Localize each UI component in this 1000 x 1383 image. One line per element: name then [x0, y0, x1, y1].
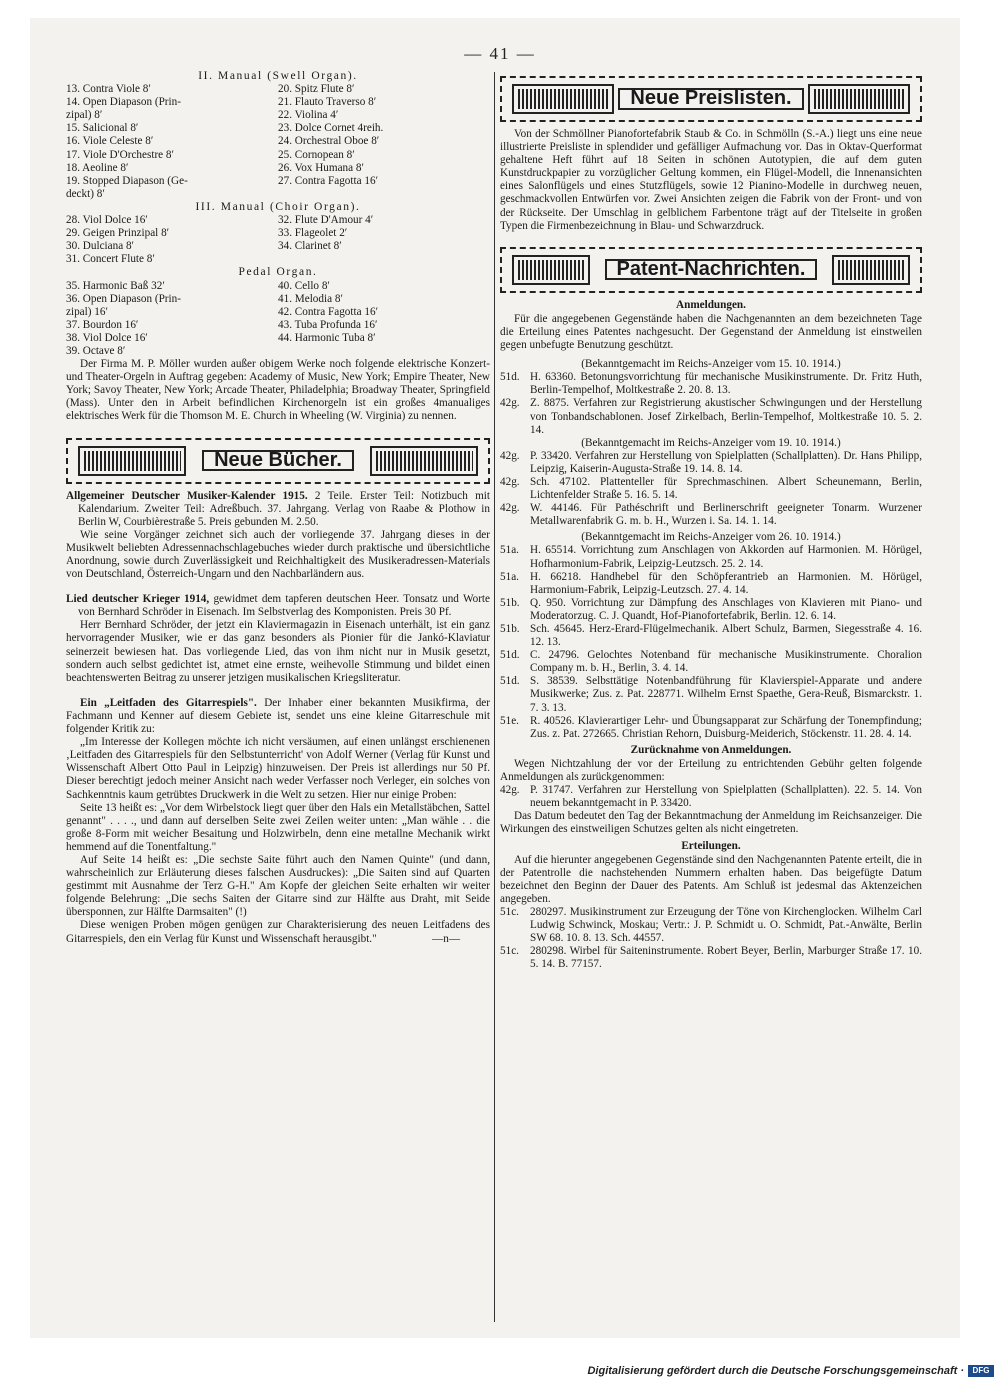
- patent-group-4: [500, 784, 922, 810]
- stop-entry: 13. Contra Viole 8′: [66, 83, 151, 96]
- patent-entry: [500, 715, 922, 741]
- stop-row: [66, 240, 490, 253]
- banner-ornament-right: [832, 255, 910, 285]
- patent-group-1: [500, 371, 922, 436]
- stop-entry: 31. Concert Flute 8′: [66, 253, 155, 266]
- stop-entry: zipal) 8′: [66, 109, 103, 122]
- patent-text: Sch. 47102. Plattenteller für Sprechmaschinen. Albert Scheunemann, Berlin, Lichtenfelder Straße 5. 16. 5. 14.: [530, 475, 922, 502]
- stop-row: [66, 214, 490, 227]
- patent-class: 51a.: [500, 544, 519, 557]
- erteilungen-intro: Auf die hierunter angegebenen Gegenstände sind den Nachgenannten Patente erteilt, die in der Patentrolle die nachstehenden Nummern erhalten haben. Das beigefügte Datum bezeichnet den Beginn der Dauer des Patents. Am Schluß ist jedesmal das Aktenzeichen angegeben.: [500, 853, 922, 905]
- leitfaden-quote-1: „Im Interesse der Kollegen möchte ich nicht versäumen, auf einen unlängst erschienenen ‚Leitfaden des Gitarrespiels für den Selbstunterricht' von Adolf Werner (Verlag für Kunst und Wissenschaft Albert Otto Paul in Leipzig) hinzuweisen. Der Preis ist allerdings nur 50 Pf. Dieser berechtigt jedoch meiner Ansicht nach weder Verfasser noch Verleger, ein solches von Sachkenntnis kaum getrübtes Druckwerk in die Welt zu setzen. Hier nur einige Proben:: [66, 736, 490, 801]
- right-column: [500, 70, 922, 971]
- stop-entry: 26. Vox Humana 8′: [278, 161, 364, 174]
- stop-entry: deckt) 8′: [66, 187, 105, 200]
- patent-class: 51b.: [500, 623, 520, 635]
- patent-entry: [500, 649, 922, 675]
- patent-text: S. 38539. Selbsttätige Notenbandführung für Klavierspiel-Apparate und andere Musikwerke; Zus. z. Pat. 228771. Wilhelm Ernst Spaethe, Gera-Reuß, Bismarckstr. 1. 7. 3. 13.: [530, 675, 922, 714]
- anmeldungen-heading: Anmeldungen.: [676, 298, 746, 311]
- pedal-stop-list: [66, 280, 490, 359]
- patent-class: 42g.: [500, 475, 520, 488]
- patent-entry: [500, 450, 922, 476]
- lied-entry: [66, 593, 490, 619]
- patent-text: H. 65514. Vorrichtung zum Anschlagen von Akkorden auf Harmonien. M. Hörügel, Hofharmonium-Fabrik, Leipzig-Leutzsch. 25. 2. 14.: [530, 544, 922, 570]
- stop-entry: [278, 188, 490, 201]
- stop-row: [66, 280, 490, 293]
- pedal-heading: Pedal Organ.: [238, 266, 318, 279]
- stop-entry: 25. Cornopean 8′: [278, 148, 355, 161]
- banner-title: Neue Preislisten.: [618, 88, 803, 109]
- stop-entry: 20. Spitz Flute 8′: [278, 83, 355, 96]
- patent-text: P. 33420. Verfahren zur Herstellung von Spielplatten (Schallplatten). Dr. Hans Philipp, Leipzig, Kaiserin-Augusta-Straße 19. 14. 8. 14.: [530, 449, 922, 475]
- banner-title: Patent-Nachrichten.: [605, 259, 818, 280]
- zuruecknahme-intro: Wegen Nichtzahlung der vor der Erteilung zu entrichtenden Gebühr gelten folgende Anmeldungen als zurückgenommen:: [500, 757, 922, 784]
- banner-neue-buecher: [66, 438, 490, 484]
- stop-entry: 40. Cello 8′: [278, 279, 330, 292]
- manual3-heading: III. Manual (Choir Organ).: [195, 200, 361, 213]
- patent-class: 51d.: [500, 649, 520, 662]
- notice-19-10-1914: (Bekanntgemacht im Reichs-Anzeiger vom 19. 10. 1914.): [581, 436, 841, 449]
- banner-ornament-left: [512, 255, 590, 285]
- patent-class: 51b.: [500, 596, 520, 609]
- stop-entry: 18. Aeoline 8′: [66, 161, 129, 174]
- prices-paragraph: Von der Schmöllner Pianofortefabrik Staub & Co. in Schmölln (S.-A.) liegt uns eine neue illustrierte Preisliste in splendider und gefälliger Aufmachung vor. Das in Oktav-Querformat gehaltene Heft führt auf 18 Seiten in schönen Autotypien, die auf dem guten Kunstdruckpapier zu vorzüglicher Geltung kommen, ein Flügel-Modell, die Innenansichten eines Salonflügels und eines Stutzflügels, sowie 12 Pianino-Modelle in durchweg neuen, geschmackvollen Entwürfen vor. Zwei Ansichten zeigen die Fabrik von der Front- und von der Rückseite. Der Umschlag in gelblichem Farbentone trägt auf der Titelseite in großen Typen die Firmenbezeichnung in Blau- und Schwarzdruck.: [500, 128, 922, 232]
- manual2-heading: II. Manual (Swell Organ).: [198, 70, 358, 82]
- stop-entry: 41. Melodia 8′: [278, 292, 343, 305]
- patent-entry: [500, 502, 922, 528]
- patent-text: Z. 8875. Verfahren zur Registrierung akustischer Schwingungen und der Herstellung von Tonbandschablonen. Josef Zirkelbach, Berlin-Tempelhof, Moltkestraße 10. 5. 2. 14.: [530, 397, 922, 436]
- patent-group-5: [500, 906, 922, 971]
- patent-class: 51c.: [500, 945, 519, 958]
- patent-entry: [500, 784, 922, 810]
- stop-entry: 39. Octave 8′: [66, 344, 126, 357]
- patent-entry: [500, 623, 922, 649]
- stop-row: [66, 227, 490, 240]
- stop-entry: 21. Flauto Traverso 8′: [278, 96, 377, 109]
- patent-class: 42g.: [500, 784, 520, 797]
- stop-row: [66, 122, 490, 135]
- patent-text: H. 66218. Handhebel für den Schöpferantrieb an Harmonien. M. Hörügel, Harmonium-Fabrik, Leipzig-Leutzsch. 27. 4. 14.: [530, 570, 922, 596]
- footer-credit: [587, 1365, 994, 1377]
- patent-text: C. 24796. Gelochtes Notenband für mechanische Musikinstrumente. Choralion Company m. b. H., Berlin, 3. 4. 14.: [530, 649, 922, 675]
- patent-class: 51c.: [500, 905, 519, 918]
- stop-row: [66, 332, 490, 345]
- leitfaden-quote-3: Auf Seite 14 heißt es: „Die sechste Saite führt auch den Namen Quinte" (und dann, wahrscheinlich zur Erläuterung dieses falschen Ausdruckes): „Die Saiten sind auf Quarten gestimmt mit Ausnahme der Terz G-H." Am Kopfe der gleichen Seite erhalten wir weiter folgende Belehrung: „Die sechs Saiten der Gitarre sind zur Hälfte aus Draht, mit Seide übersponnen, zur Hälfte Darmsaiten" (!): [66, 853, 490, 919]
- stop-row: [66, 253, 490, 266]
- banner-title: Neue Bücher.: [202, 450, 354, 471]
- stop-entry: zipal) 16′: [66, 305, 108, 318]
- stop-entry: [278, 345, 490, 358]
- patent-text: 280297. Musikinstrument zur Erzeugung der Töne von Kirchenglocken. Wilhelm Carl Ludwig Schwinck, Moskau; Vertr.: J. P. Schmidt u. O. Schmidt, Pat.-Anwälte, Berlin SW 68. 10. 8. 13. Sch. 44557.: [530, 905, 922, 945]
- leitfaden-text: Der Inhaber einer bekannten Musikfirma, der Fachmann und Kenner auf diesem Gebiete ist, sendet uns eine kleine Gitarreschule mit folgender Kritik zu:: [66, 696, 490, 736]
- stop-entry: 24. Orchestral Oboe 8′: [278, 135, 380, 148]
- patent-entry: [500, 544, 922, 570]
- stop-entry: 17. Viole D'Orchestre 8′: [66, 148, 174, 161]
- patent-text: H. 63360. Betonungsvorrichtung für mechanische Musikinstrumente. Dr. Fritz Huth, Berlin-Tempelhof, Moltkestraße 2. 20. 8. 13.: [530, 371, 922, 397]
- notice-15-10-1914: (Bekanntgemacht im Reichs-Anzeiger vom 15. 10. 1914.): [581, 358, 841, 371]
- stop-entry: 35. Harmonic Baß 32′: [66, 279, 165, 292]
- stop-entry: 28. Viol Dolce 16′: [66, 214, 148, 227]
- stop-entry: 42. Contra Fagotta 16′: [278, 305, 379, 318]
- kalender-review: Wie seine Vorgänger zeichnet sich auch der vorliegende 37. Jahrgang dieses in der Musikwelt beliebten Adressennachschlagebuches wieder durch praktische und übersichtliche Anordnung, sowie durch Zuverlässigkeit und Reichhaltigkeit des Musikeradressen-Materials von Deutschland, Österreich-Ungarn und den Nachbarländern aus.: [66, 528, 490, 581]
- lied-title: Lied deutscher Krieger 1914,: [66, 593, 210, 606]
- stop-entry: 15. Salicional 8′: [66, 122, 139, 135]
- zuruecknahme-note: Das Datum bedeutet den Tag der Bekanntmachung der Anmeldung im Reichsanzeiger. Die Wirkungen des einstweiligen Schutzes gelten als nicht eingetreten.: [500, 810, 922, 836]
- stop-entry: 22. Violina 4′: [278, 109, 339, 122]
- patent-class: 51d.: [500, 371, 520, 384]
- patent-class: 51e.: [500, 714, 519, 727]
- manual2-stop-list: [66, 83, 490, 201]
- footer-text: Digitalisierung gefördert durch die Deutsche Forschungsgemeinschaft ·: [587, 1365, 964, 1377]
- leitfaden-entry: [66, 697, 490, 736]
- anmeldungen-intro: Für die angegebenen Gegenstände haben die Nachgenannten an dem bezeichneten Tage die Erteilung eines Patentes nachgesucht. Der Gegenstand der Anmeldung ist einstweilen gegen unbefugte Benutzung geschützt.: [500, 312, 922, 352]
- patent-class: 42g.: [500, 397, 520, 410]
- banner-patent-nachrichten: [500, 247, 922, 293]
- stop-entry: 27. Contra Fagotta 16′: [278, 174, 379, 187]
- patent-text: R. 40526. Klavierartiger Lehr- und Übungsapparat zur Schärfung der Tonempfindung; Zus. z. Pat. 272665. Christian Rehorn, Duisburg-Meiderich, Stöckenstr. 11. 28. 4. 14.: [530, 714, 922, 740]
- stop-entry: 29. Geigen Prinzipal 8′: [66, 227, 170, 240]
- leitfaden-title: Ein „Leitfaden des Gitarrespiels".: [80, 696, 257, 709]
- banner-ornament-right: [808, 84, 910, 114]
- patent-class: 51d.: [500, 675, 520, 688]
- patent-text: Sch. 45645. Herz-Erard-Flügelmechanik. Albert Schulz, Barmen, Siegesstraße 4. 16. 12. 13.: [530, 623, 922, 649]
- patent-group-3: [500, 544, 922, 740]
- stop-entry: 23. Dolce Cornet 4reih.: [278, 122, 384, 135]
- leitfaden-quote-4: Diese wenigen Proben mögen genügen zur Charakterisierung des neuen Leitfadens des Gitarrespiels, den ein Verlag für Kunst und Wissenschaft herausgibt.": [66, 919, 490, 945]
- leitfaden-quote-2: Seite 13 heißt es: „Vor dem Wirbelstock liegt quer über den Hals ein Metallstäbchen, Sattel genannt" . . . ., und dann auf derselben Seite zwei Zeilen weiter unten: „Man wähle . . die große 8-Form mit weicher Besaitung und Holzwirbeln, denn eine metallne Mechanik wirkt hemmend auf die Tonentfaltung.": [66, 801, 490, 853]
- patent-text: W. 44146. Für Pathéschrift und Berlinerschrift geeigneter Tonarm. Wurzener Metallwarenfabrik G. m. b. H., Wurzen i. Sa. 14. 1. 14.: [530, 502, 922, 528]
- stop-entry: 19. Stopped Diapason (Ge-: [66, 174, 188, 187]
- patent-entry: [500, 675, 922, 714]
- banner-ornament-left: [512, 84, 614, 114]
- patent-text: 280298. Wirbel für Saiteninstrumente. Robert Beyer, Berlin, Marburger Straße 17. 10. 5. 14. B. 77157.: [530, 945, 922, 971]
- patent-entry: [500, 571, 922, 597]
- stop-entry: 37. Bourdon 16′: [66, 318, 139, 331]
- patent-entry: [500, 906, 922, 945]
- kalender-title: Allgemeiner Deutscher Musiker-Kalender 1915.: [66, 489, 308, 502]
- stop-entry: 16. Viole Celeste 8′: [66, 135, 154, 148]
- stop-row: [66, 319, 490, 332]
- stop-row: [66, 306, 490, 319]
- stop-row: [66, 149, 490, 162]
- patent-text: P. 31747. Verfahren zur Herstellung von Spielplatten (Schallplatten). 22. 5. 14. Von neuem bekanntgemacht in P. 33420.: [530, 784, 922, 810]
- patent-entry: [500, 476, 922, 502]
- stop-row: [66, 188, 490, 201]
- patent-entry: [500, 371, 922, 397]
- kalender-text: 2 Teile. Erster Teil: Notizbuch mit Kalendarium. Zweiter Teil: Adreßbuch. 37. Jahrgang. Verlag von Raabe & Plothow in Berlin W, Courbièrestraße 5. Preis gebunden M. 2.50.: [78, 489, 490, 528]
- stop-row: [66, 293, 490, 306]
- left-column: [66, 70, 490, 946]
- stop-row: [66, 135, 490, 148]
- stop-entry: 14. Open Diapason (Prin-: [66, 96, 181, 109]
- patent-entry: [500, 945, 922, 971]
- notice-26-10-1914: (Bekanntgemacht im Reichs-Anzeiger vom 26. 10. 1914.): [581, 531, 841, 544]
- kalender-entry: [66, 490, 490, 529]
- stop-entry: 44. Harmonic Tuba 8′: [278, 331, 376, 344]
- banner-neue-preislisten: [500, 76, 922, 122]
- patent-text: Q. 950. Vorrichtung zur Dämpfung des Anschlages von Klavieren mit Piano- und Moderatorzug. C. J. Quandt, Hof-Pianofortefabrik, Berlin. 12. 6. 14.: [530, 596, 922, 622]
- stop-entry: 33. Flageolet 2′: [278, 227, 348, 240]
- manual3-stop-list: [66, 214, 490, 266]
- leitfaden-signature: —n—: [432, 932, 460, 945]
- zuruecknahme-heading: Zurücknahme von Anmeldungen.: [630, 743, 792, 756]
- column-rule: [494, 72, 495, 1322]
- banner-ornament-right: [370, 446, 478, 476]
- patent-entry: [500, 397, 922, 436]
- lied-text: gewidmet dem tapferen deutschen Heer. Tonsatz und Worte von Bernhard Schröder in Eisenach. Im Selbstverlag des Komponisten. Preis 30 Pf.: [78, 593, 491, 619]
- patent-group-2: [500, 450, 922, 529]
- moller-paragraph: Der Firma M. P. Möller wurden außer obigem Werke noch folgende elektrische Konzert- und Theater-Orgeln in Auftrag gegeben: Academy of Music, New York; Empire Theater, New York; Savoy Theater, New York; Arcade Theater, Philadelphia; Broadway Theater, Springfield (Mass). Unter den in Arbeit befindlichen Kirchenorgeln ist ein großes 4manualiges elektrisches Werk für die Thomson M. E. Church in Wheeling (W. Virginia) zu nennen.: [66, 358, 490, 423]
- stop-row: [66, 162, 490, 175]
- dfg-logo: DFG: [968, 1365, 994, 1377]
- stop-entry: 30. Dulciana 8′: [66, 240, 134, 253]
- stop-row: [66, 96, 490, 109]
- patent-entry: [500, 597, 922, 623]
- lied-review: Herr Bernhard Schröder, der jetzt ein Klaviermagazin in Eisenach unterhält, ist ein ganz hervorragender Musiker, wie er das ganz besonders als Pionier für die Jankó-Klaviatur seinerzeit bewiesen hat. Das vorliegende Lied, das von ihm nicht nur in Musik gesetzt, sondern auch selbst gedichtet ist, atmet eine ernste, weihevolle Stimmung und bildet einen beachtenswerten Beitrag zu unserer jetzigen musikalischen Kriegsliteratur.: [66, 619, 490, 684]
- patent-class: 42g.: [500, 502, 520, 515]
- stop-entry: 43. Tuba Profunda 16′: [278, 318, 378, 331]
- stop-entry: 34. Clarinet 8′: [278, 240, 342, 253]
- stop-row: [66, 175, 490, 188]
- stop-row: [66, 345, 490, 358]
- stop-row: [66, 109, 490, 122]
- stop-entry: 32. Flute D'Amour 4′: [278, 214, 374, 227]
- stop-entry: [278, 253, 490, 266]
- banner-ornament-left: [78, 446, 186, 476]
- stop-entry: 38. Viol Dolce 16′: [66, 331, 148, 344]
- patent-class: 42g.: [500, 449, 520, 462]
- stop-entry: 36. Open Diapason (Prin-: [66, 292, 181, 305]
- stop-row: [66, 83, 490, 96]
- page-number: — 41 —: [464, 44, 536, 63]
- erteilungen-heading: Erteilungen.: [681, 839, 741, 852]
- patent-class: 51a.: [500, 570, 519, 583]
